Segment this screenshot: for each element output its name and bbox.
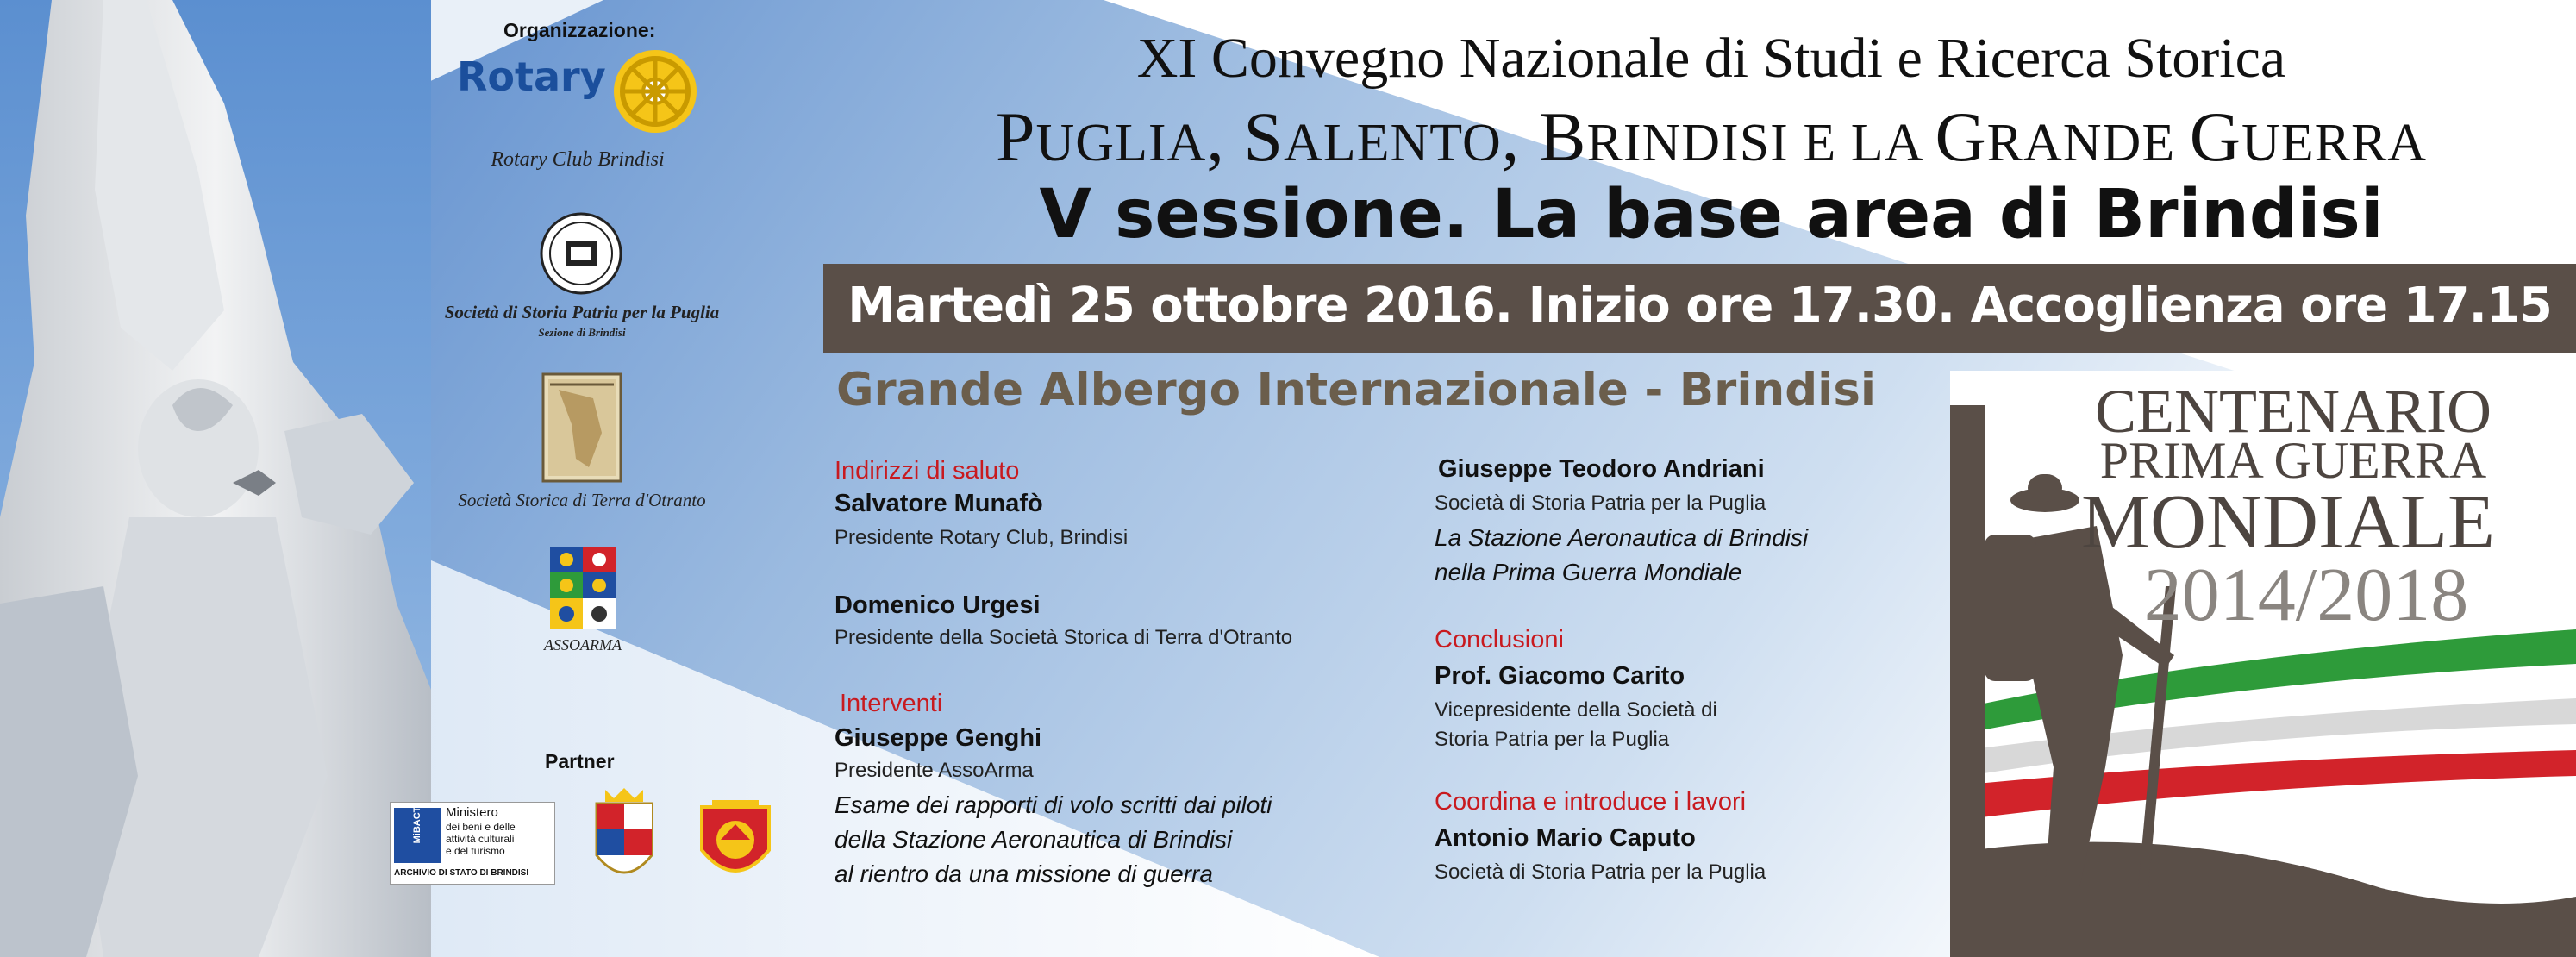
subtitle-part: RINDISI <box>1586 114 1789 172</box>
centenario-block <box>1950 371 2576 957</box>
organizers-label: Organizzazione: <box>503 19 656 41</box>
speaker-role: Presidente della Società Storica di Terra d'Otranto <box>835 626 1293 649</box>
heading-conclusions: Conclusioni <box>1435 626 1564 654</box>
subtitle-part: UERRA <box>2241 114 2428 172</box>
assoarma-caption: ASSOARMA <box>544 636 622 654</box>
speaker-role: Vicepresidente della Società di <box>1435 698 1717 722</box>
rotary-caption: Rotary Club Brindisi <box>491 148 665 171</box>
speaker-name: Giuseppe Teodoro Andriani <box>1438 455 1765 483</box>
speaker-name: Domenico Urgesi <box>835 591 1041 619</box>
talk-title-line: La Stazione Aeronautica di Brindisi <box>1435 524 1809 551</box>
mibact-footer: ARCHIVIO DI STATO DI BRINDISI <box>394 868 529 878</box>
subtitle-part: P <box>995 97 1036 176</box>
speaker-name: Salvatore Munafò <box>835 490 1043 517</box>
mibact-line-3: attività culturali <box>446 833 515 845</box>
talk-title-line: nella Prima Guerra Mondiale <box>1435 559 1742 585</box>
speaker-name: Antonio Mario Caputo <box>1435 824 1696 852</box>
conference-subtitle <box>853 97 2569 178</box>
centenario-line-2: PRIMA GUERRA <box>2099 432 2487 489</box>
mibact-abbr: MiBACT <box>412 806 422 844</box>
conference-title: XI Convegno Nazionale di Studi e Ricerca Storica <box>1136 27 2286 90</box>
speaker-role: Storia Patria per la Puglia <box>1435 728 1670 751</box>
centenario-line-1: CENTENARIO <box>2095 377 2492 446</box>
subtitle-part: , S <box>1206 97 1284 176</box>
centenario-line-3: MONDIALE <box>2081 479 2495 565</box>
subtitle-part: G <box>1935 97 1987 176</box>
speaker-role: Presidente AssoArma <box>835 759 1034 782</box>
subtitle-part: E LA <box>1788 114 1935 172</box>
talk-title-line: della Stazione Aeronautica di Brindisi <box>835 826 1233 853</box>
mibact-line-2: dei beni e delle <box>446 821 516 833</box>
ssp-sub-caption: Sezione di Brindisi <box>538 326 626 339</box>
session-title: V sessione. La base area di Brindisi <box>1039 176 2384 253</box>
ssp-caption: Società di Storia Patria per la Puglia <box>444 302 720 322</box>
mibact-line-1: Ministero <box>446 805 498 820</box>
speaker-role: Società di Storia Patria per la Puglia <box>1435 860 1766 884</box>
speaker-name: Prof. Giacomo Carito <box>1435 662 1685 690</box>
event-date: Martedì 25 ottobre 2016. Inizio ore 17.30. Accoglienza ore 17.15 <box>847 278 2552 334</box>
talk-title-line: Esame dei rapporti di volo scritti dai piloti <box>835 791 1272 818</box>
subtitle-part: G <box>2189 97 2241 176</box>
mibact-logo <box>390 802 555 885</box>
mibact-line-4: e del turismo <box>446 845 505 857</box>
navy-coat-of-arms-icon <box>588 786 660 893</box>
speaker-name: Giuseppe Genghi <box>835 724 1042 752</box>
subtitle-part: , B <box>1501 97 1587 176</box>
statue-photo <box>0 0 431 957</box>
assoarma-shield-icon <box>550 547 616 629</box>
subtitle-part: RANDE <box>1986 114 2190 172</box>
heading-talks: Interventi <box>840 690 943 717</box>
speaker-role: Società di Storia Patria per la Puglia <box>1435 491 1766 515</box>
air-force-shield-icon <box>695 798 776 893</box>
subtitle-part: ALENTO <box>1283 114 1502 172</box>
ssp-seal-icon <box>540 212 622 295</box>
terra-otranto-map-icon <box>541 372 622 483</box>
heading-greetings: Indirizzi di saluto <box>835 457 1020 485</box>
speaker-role: Presidente Rotary Club, Brindisi <box>835 526 1129 549</box>
sst-caption: Società Storica di Terra d'Otranto <box>458 490 706 510</box>
event-venue: Grande Albergo Internazionale - Brindisi <box>836 364 1877 416</box>
heading-coordination: Coordina e introduce i lavori <box>1435 788 1747 816</box>
partner-label: Partner <box>545 750 615 772</box>
subtitle-part: UGLIA <box>1035 114 1207 172</box>
rotary-wheel-icon <box>610 47 700 136</box>
centenario-line-4: 2014/2018 <box>2143 554 2469 637</box>
talk-title-line: al rientro da una missione di guerra <box>835 860 1213 887</box>
rotary-wordmark: Rotary <box>457 53 606 100</box>
